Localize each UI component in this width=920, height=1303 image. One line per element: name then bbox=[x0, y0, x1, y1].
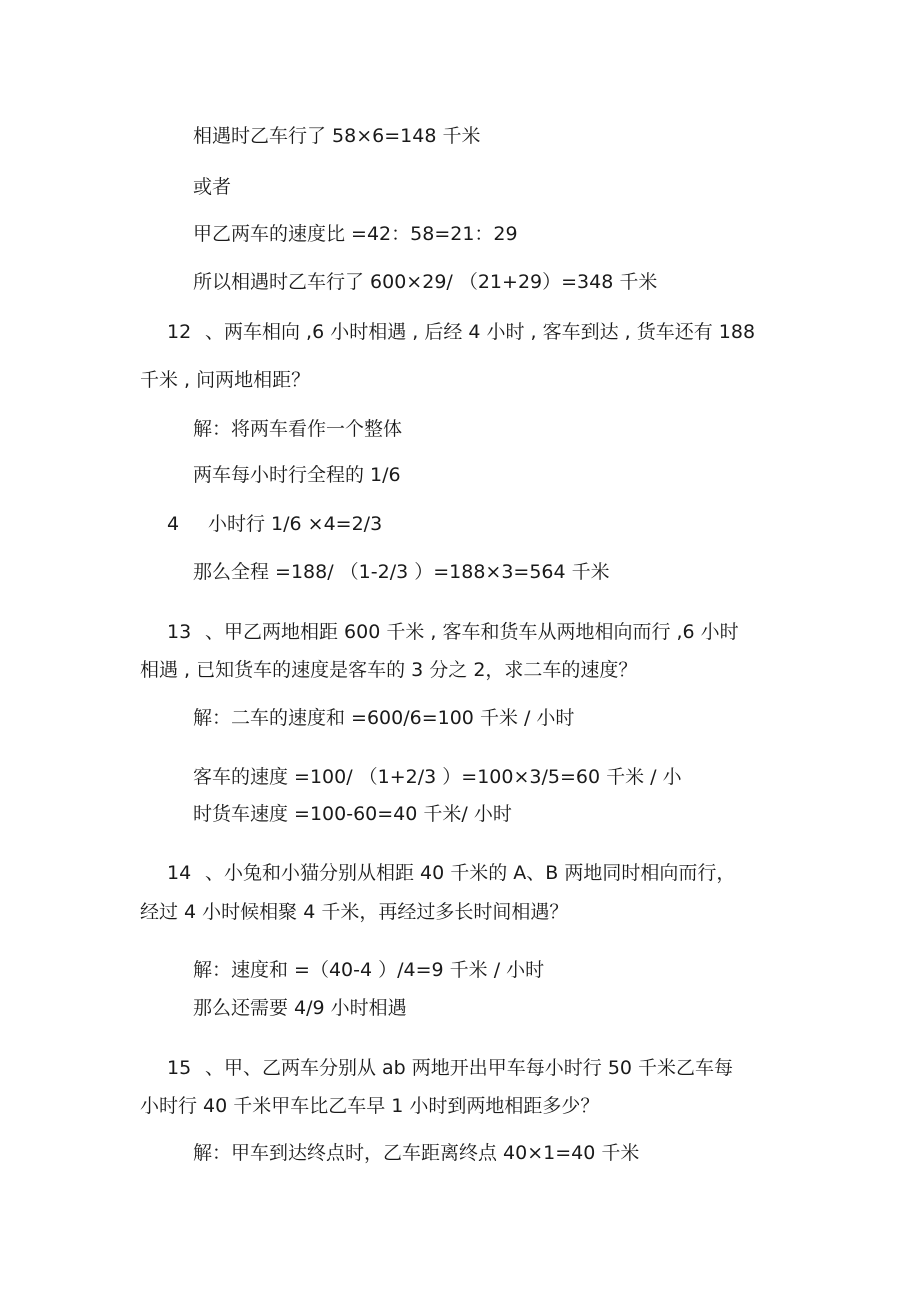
solution-line: 解：二车的速度和 =600/6=100 千米 / 小时 bbox=[193, 707, 575, 729]
question-text: 、两车相向 ,6 小时相遇 , 后经 4 小时 , 客车到达 , 货车还有 188 bbox=[205, 321, 756, 343]
solution-line: 客车的速度 =100/ （1+2/3 ）=100×3/5=60 千米 / 小 bbox=[193, 766, 682, 788]
solution-line: 两车每小时行全程的 1/6 bbox=[193, 464, 401, 486]
question-number: 15 bbox=[167, 1057, 192, 1079]
solution-line: 那么全程 =188/ （1-2/3 ）=188×3=564 千米 bbox=[193, 561, 610, 583]
text-line: 所以相遇时乙车行了 600×29/ （21+29）=348 千米 bbox=[193, 271, 658, 293]
solution-line: 那么还需要 4/9 小时相遇 bbox=[193, 997, 407, 1019]
solution-line: 解：速度和 =（40-4 ）/4=9 千米 / 小时 bbox=[193, 959, 545, 981]
question-text: 相遇 , 已知货车的速度是客车的 3 分之 2，求二车的速度？ bbox=[140, 659, 638, 681]
solution-line: 时货车速度 =100-60=40 千米/ 小时 bbox=[193, 803, 512, 825]
solution-line: 小时行 1/6 ×4=2/3 bbox=[208, 513, 383, 535]
text-line: 相遇时乙车行了 58×6=148 千米 bbox=[193, 125, 481, 147]
question-text: 经过 4 小时候相聚 4 千米，再经过多长时间相遇？ bbox=[140, 901, 569, 923]
question-text: 千米 , 问两地相距？ bbox=[140, 369, 311, 391]
question-text: 、甲、乙两车分别从 ab 两地开出甲车每小时行 50 千米乙车每 bbox=[205, 1057, 734, 1079]
text-line: 或者 bbox=[193, 176, 232, 198]
solution-line: 解：将两车看作一个整体 bbox=[193, 418, 403, 440]
question-number: 12 bbox=[167, 321, 192, 343]
question-text: 、小兔和小猫分别从相距 40 千米的 A、B 两地同时相向而行， bbox=[205, 862, 736, 884]
solution-line: 解：甲车到达终点时，乙车距离终点 40×1=40 千米 bbox=[193, 1142, 640, 1164]
question-number: 14 bbox=[167, 862, 192, 884]
text-line: 甲乙两车的速度比 =42：58=21：29 bbox=[193, 223, 518, 245]
question-text: 、甲乙两地相距 600 千米 , 客车和货车从两地相向而行 ,6 小时 bbox=[205, 621, 739, 643]
question-text: 小时行 40 千米甲车比乙车早 1 小时到两地相距多少？ bbox=[140, 1095, 600, 1117]
solution-number: 4 bbox=[167, 513, 180, 535]
question-number: 13 bbox=[167, 621, 192, 643]
